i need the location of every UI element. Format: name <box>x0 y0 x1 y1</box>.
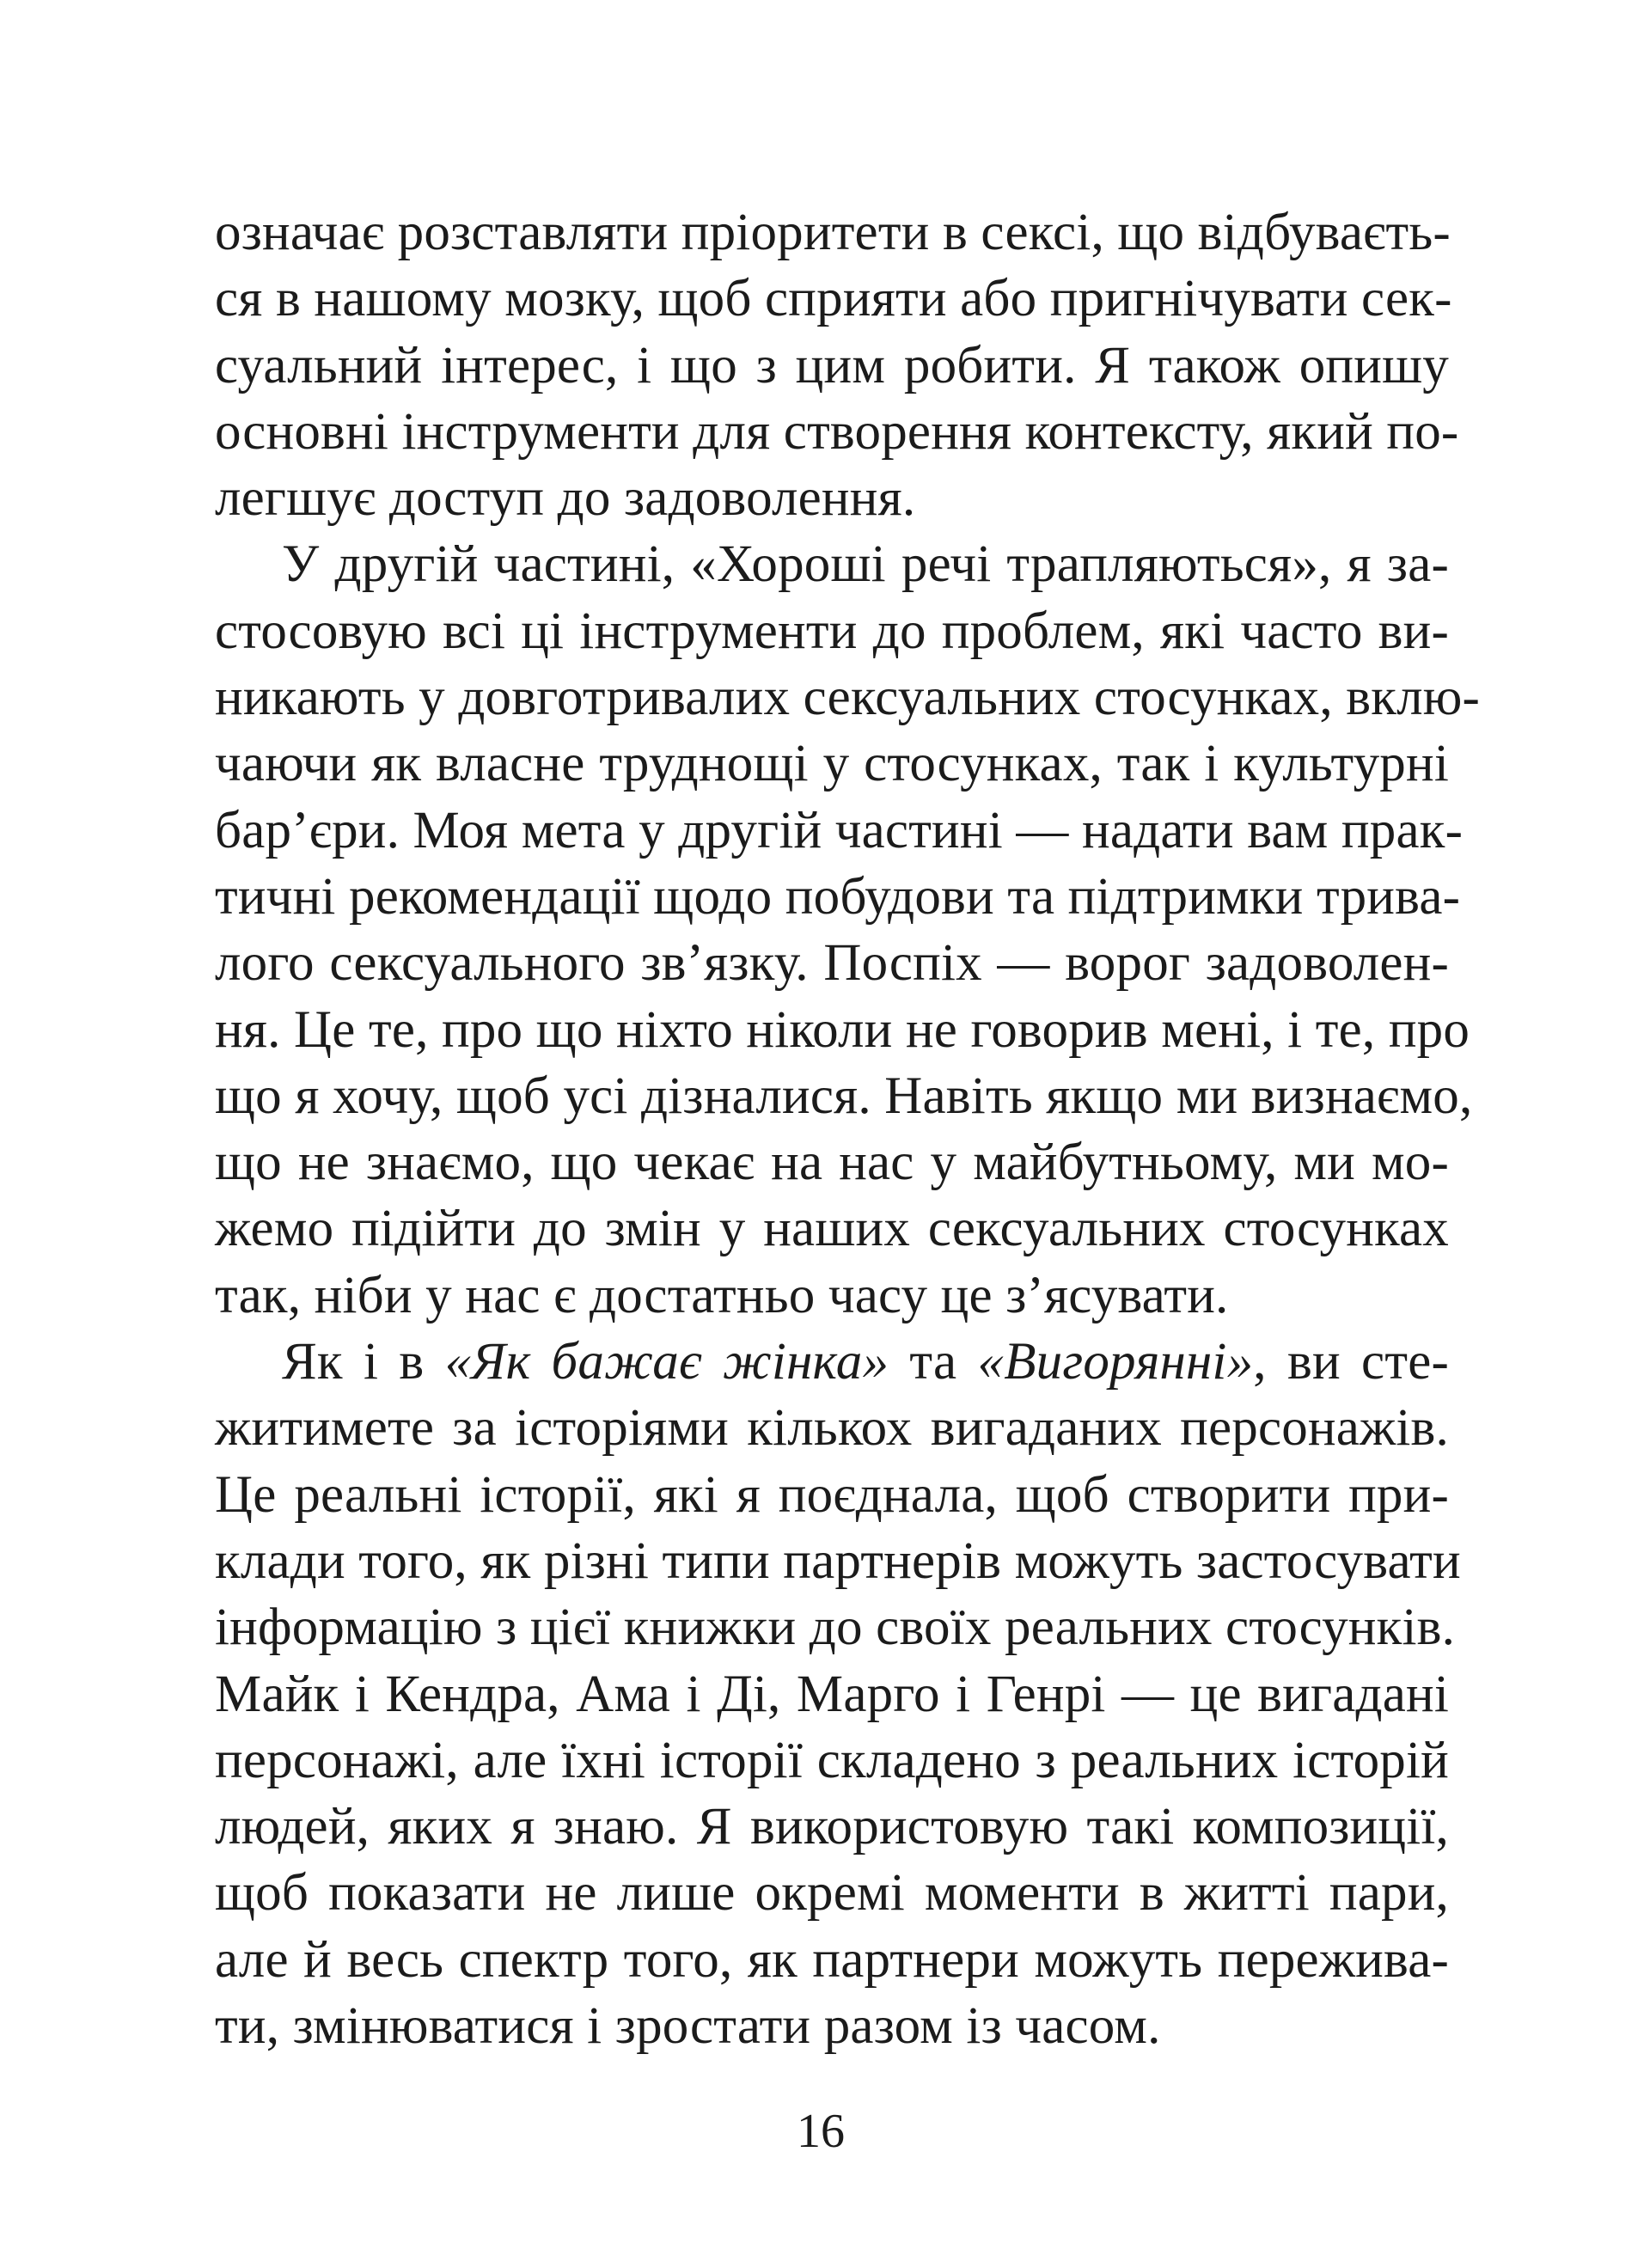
text-segment: людей, яких я знаю. Я використовую такі композиції, <box>215 1798 1449 1856</box>
text-segment: та <box>889 1333 978 1391</box>
text-segment: що я хочу, щоб усі дізналися. Навіть якщо ми визнаємо, <box>215 1067 1473 1125</box>
text-line <box>215 1395 1449 1461</box>
text-line <box>215 1860 1449 1926</box>
text-segment: так, ніби у нас є достатньо часу це з’ясувати. <box>215 1266 1229 1324</box>
book-title-italic: «Вигорянні» <box>977 1333 1254 1391</box>
paragraph <box>215 1329 1461 2059</box>
text-line <box>215 864 1461 930</box>
text-segment: клади того, як різні типи партнерів можуть застосувати <box>215 1531 1461 1590</box>
text-line <box>215 1195 1449 1262</box>
text-segment: У другій частині, «Хороші речі трапляються», я за- <box>282 535 1449 594</box>
text-segment: що не знаємо, що чекає на нас у майбутньому, ми мо- <box>215 1134 1449 1192</box>
text-segment: ся в нашому мозку, щоб сприяти або пригнічувати сек- <box>215 270 1452 328</box>
text-line <box>215 664 1481 731</box>
text-segment: ти, змінюватися і зростати разом із часом. <box>215 1997 1161 2056</box>
text-line <box>215 1594 1456 1660</box>
book-title-italic: «Як бажає жінка» <box>444 1333 889 1391</box>
text-segment: лого сексуального зв’язку. Поспіх — ворог задоволен- <box>215 934 1449 993</box>
text-segment: жемо підійти до змін у наших сексуальних стосунках <box>215 1200 1449 1258</box>
text-line <box>215 731 1449 797</box>
text-line <box>215 930 1449 996</box>
text-line <box>215 1528 1461 1594</box>
text-line <box>215 1329 1449 1395</box>
text-line <box>215 1462 1449 1528</box>
text-line <box>215 1063 1473 1129</box>
text-segment: основні інструменти для створення контексту, який по- <box>215 402 1459 461</box>
text-segment: ня. Це те, про що ніхто ніколи не говорив мені, і те, про <box>215 1000 1470 1059</box>
text-line <box>215 399 1459 465</box>
text-segment: никають у довготривалих сексуальних стосунках, вклю- <box>215 669 1481 727</box>
text-segment: житимете за історіями кількох вигаданих персонажів. <box>215 1399 1449 1458</box>
text-line <box>215 465 1449 531</box>
text-segment: персонажі, але їхні історії складено з реальних історій <box>215 1731 1449 1789</box>
text-line <box>215 1262 1449 1329</box>
text-segment: , ви сте- <box>1253 1333 1449 1391</box>
text-line <box>215 1993 1449 2059</box>
page-number: 16 <box>797 2105 845 2158</box>
body-text <box>215 199 1481 2059</box>
text-segment: чаючи як власне труднощі у стосунках, так і культурні <box>215 735 1449 793</box>
text-segment: легшує доступ до задоволення. <box>215 469 916 528</box>
paragraph <box>215 199 1459 531</box>
text-segment: Майк і Кендра, Ама і Ді, Марго і Генрі — це вигадані <box>215 1665 1449 1723</box>
text-line <box>215 333 1449 399</box>
text-segment: означає розставляти пріоритети в сексі, що відбуваєть- <box>215 204 1451 261</box>
text-segment: тичні рекомендації щодо побудови та підтримки трива- <box>215 867 1461 926</box>
text-segment: Це реальні історії, які я поєднала, щоб створити при- <box>215 1465 1449 1524</box>
text-line <box>215 798 1464 864</box>
text-line <box>215 1661 1449 1727</box>
text-segment: бар’єри. Моя мета у другій частині — надати вам прак- <box>215 801 1464 859</box>
paragraph <box>215 531 1481 1329</box>
text-segment: інформацію з цієї книжки до своїх реальних стосунків. <box>215 1599 1456 1657</box>
text-line <box>215 266 1452 332</box>
text-segment: але й весь спектр того, як партнери можуть пережива- <box>215 1930 1449 1989</box>
text-line <box>215 1794 1449 1860</box>
text-segment: щоб показати не лише окремі моменти в житті пари, <box>215 1864 1449 1923</box>
text-line <box>215 997 1470 1063</box>
text-segment: суальний інтерес, і що з цим робити. Я також опишу <box>215 336 1449 394</box>
text-line <box>215 598 1449 664</box>
text-line <box>215 1727 1449 1794</box>
text-line <box>215 1927 1449 1993</box>
text-line <box>215 1129 1449 1195</box>
text-segment: Як і в <box>282 1333 445 1391</box>
text-line <box>215 199 1449 266</box>
text-line <box>215 531 1449 597</box>
text-segment: стосовую всі ці інструменти до проблем, які часто ви- <box>215 602 1449 660</box>
